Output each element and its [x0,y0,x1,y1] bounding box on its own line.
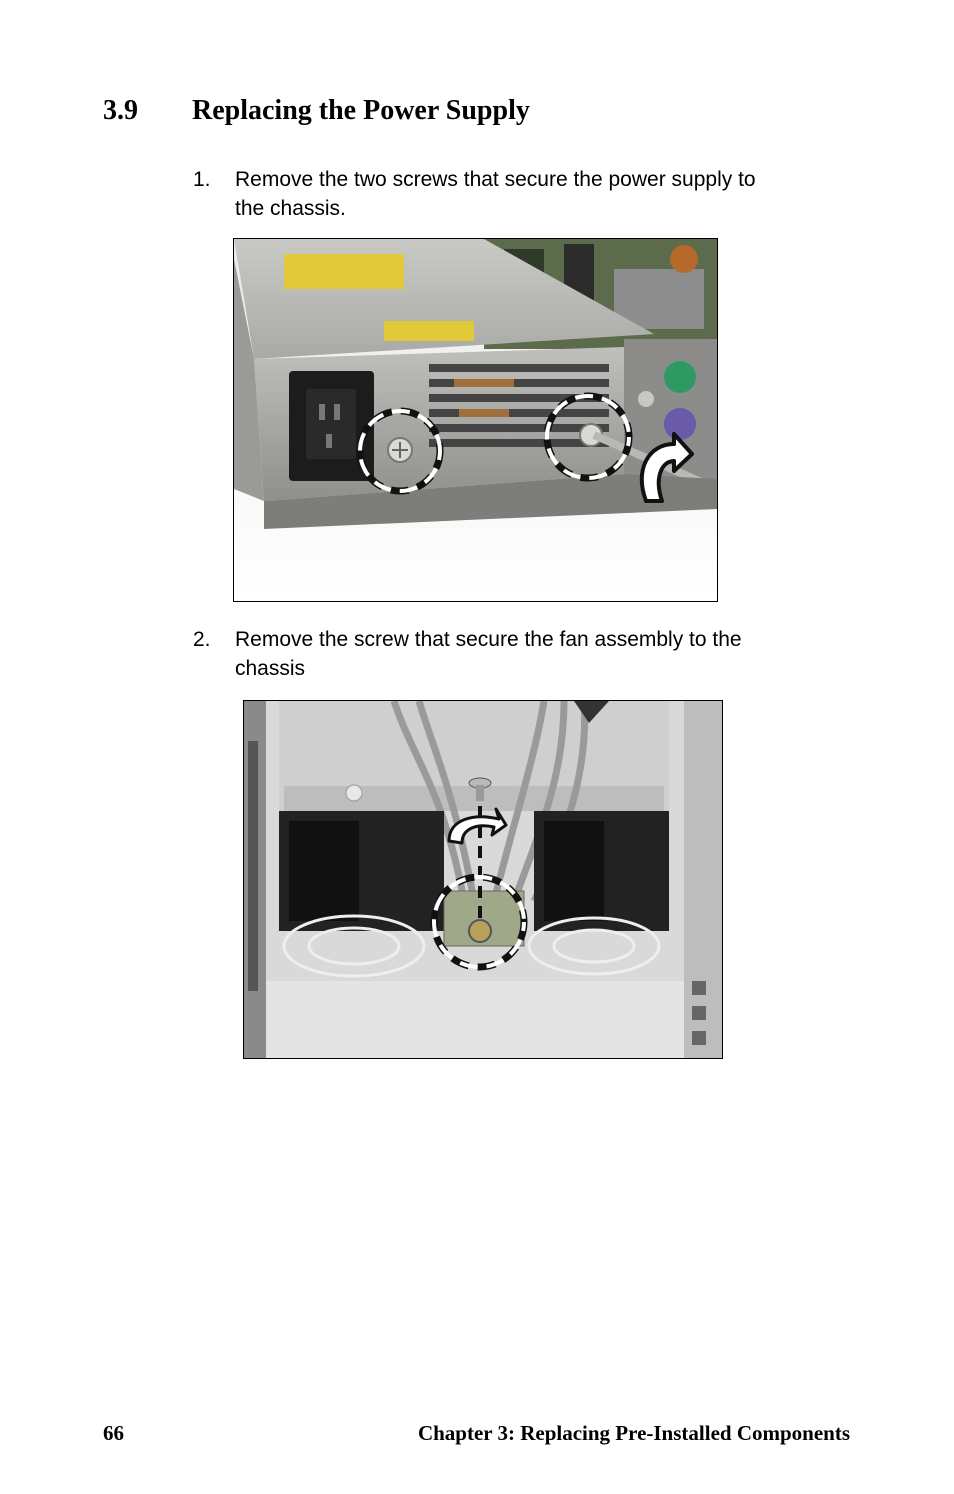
step-1-line-2: the chassis. [235,197,346,220]
figure-fan-assembly-screw [243,700,723,1059]
step-2-line-2: chassis [235,657,306,680]
step-1-line-1: Remove the two screws that secure the power supply to [235,168,756,191]
step-2-text [235,625,855,683]
section-title: Replacing the Power Supply [192,95,530,126]
section-heading [103,93,530,129]
step-2-line-1: Remove the screw that secure the fan assembly to the [235,628,742,651]
step-1-index: 1. [193,168,211,191]
step-1-text [235,165,855,223]
power-supply-photo [234,239,717,601]
page-number: 66 [103,1421,124,1445]
chapter-title: Chapter 3: Replacing Pre-Installed Components [417,1421,850,1445]
step-2-index: 2. [193,628,211,651]
figure-power-supply-screws [233,238,718,602]
fan-assembly-photo [244,701,722,1058]
section-number: 3.9 [103,95,138,126]
